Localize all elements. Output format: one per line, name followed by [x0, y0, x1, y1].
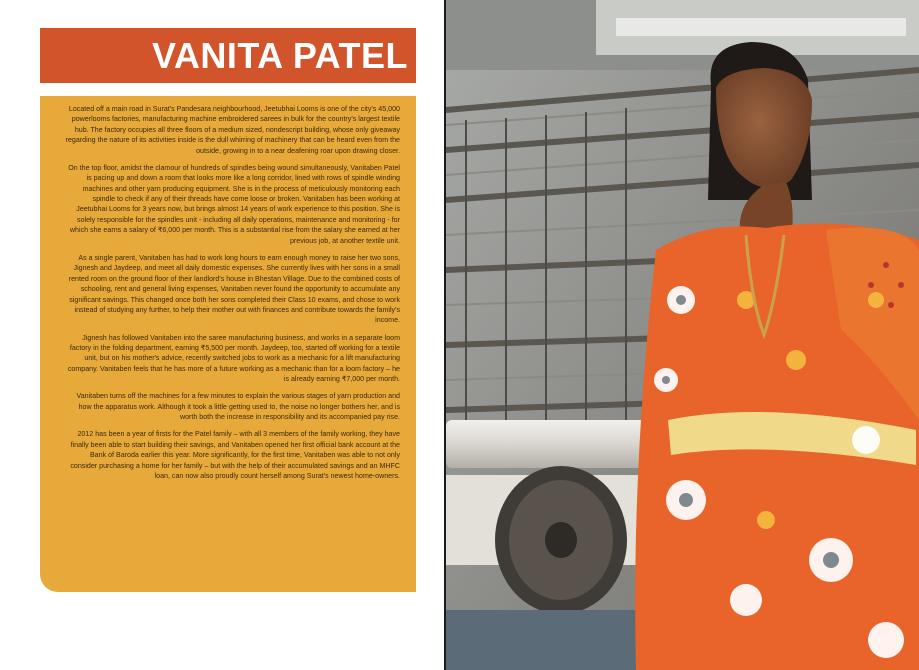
paragraph-2: On the top floor, amidst the clamour of hundreds of spindles being wound simultaneously, Vanitaben Patel is pacing up and down a room that looks more like a long corridor, lined with rows of spindle winding machines and other yarn producing equipment. She is in the process of meticulously monitoring each spindle to check if any of their threads have come loose or broken. Vanitaben has been working at Jeetubhai Looms for 3 years now, but brings almost 14 years of work experience to this position. She is solely responsible for the spindles unit - including all daily operations, maintenance and monitoring - for which she earns a salary of ₹6,000 per month. This is a substantial rise from the salary she earned at her previous job, at another textile unit. — [68, 163, 400, 245]
story-text-box — [40, 96, 416, 592]
paragraph-4: Jignesh has followed Vanitaben into the saree manufacturing business, and works in a separate loom factory in the folding department, earning ₹5,500 per month. Jaydeep, too, started off working for a textile unit, but on his mother's advice, recently switched jobs to work as a mechanic for a lift manufacturing company. Vanitaben feels that he has more of a future working as a mechanic than for a loom factory – he is already earning ₹7,000 per month. — [67, 333, 400, 384]
left-page — [0, 0, 446, 670]
title-banner — [40, 28, 416, 83]
page-title: VANITA PATEL — [152, 34, 408, 76]
portrait-photo — [446, 0, 919, 670]
paragraph-6: 2012 has been a year of firsts for the Patel family – with all 3 members of the family working, they have finally been able to start building their savings, and Vanitaben opened her first official bank account at the Bank of Baroda earlier this year. More significantly, for the first time, Vanitaben was able to not only consider purchasing a home for her family – but with the help of their accumulated savings and an MHFC loan, can now also proudly count herself among Surat's newest home-owners. — [70, 430, 400, 480]
paragraph-3: As a single parent, Vanitaben has had to work long hours to earn enough money to raise her two sons, Jignesh and Jaydeep, and meet all daily domestic expenses. She currently lives with her sons in a small rented room on the ground floor of their landlord's house in Bhestan Village. Due to the combined costs of schooling, rent and general living expenses, Vanitaben never found the opportunity to accumulate any significant savings. This changed once both her sons completed their Class 10 exams, and chose to work instead of studying any further, to help their mother out with finances and contribute towards the family's income. — [68, 253, 400, 325]
paragraph-5: Vanitaben turns off the machines for a few minutes to explain the various stages of yarn production and how the apparatus work. Although it took a little getting used to, the noise no longer bothers her, and is worth both the increase in responsibility and its accompanied pay rise. — [76, 392, 400, 422]
paragraph-1: Located off a main road in Surat's Pandesara neighbourhood, Jeetubhai Looms is one of the city's 45,000 powerlooms factories, manufacturing machine embroidered sarees in bulk for the country's largest textile hub. The factory occupies all three floors of a medium sized, nondescript building, whose only giveaway regarding the nature of its activities inside is the dull whirring of machinery that can be heard even from the outside, growing in to a near deafening roar upon drawing closer. — [65, 105, 400, 155]
